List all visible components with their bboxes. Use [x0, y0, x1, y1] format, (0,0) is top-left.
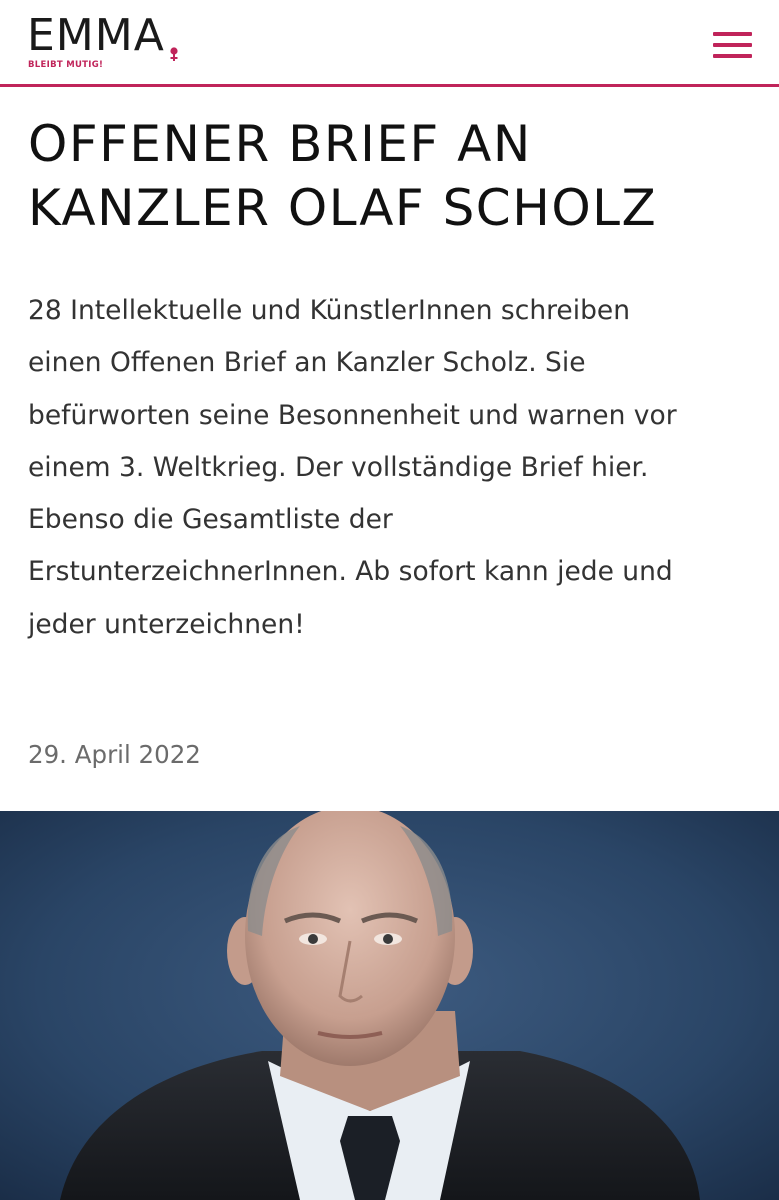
article-title-line: OFFENER BRIEF AN — [28, 115, 532, 173]
teaser-line: einem 3. Weltkrieg. Der vollständige Brief hier. — [28, 451, 649, 483]
article-photo[interactable] — [0, 811, 779, 1200]
emma-logo[interactable] — [27, 10, 165, 70]
logo-tagline: BLEIBT MUTIG! — [28, 60, 104, 70]
venus-symbol-icon — [169, 46, 179, 62]
teaser-line: einen Offenen Brief an Kanzler Scholz. Sie — [28, 347, 586, 379]
hamburger-menu-icon[interactable] — [713, 32, 752, 58]
article-teaser — [28, 285, 758, 651]
article-title — [28, 112, 758, 240]
site-header — [0, 0, 779, 84]
logo-wordmark: EMMA — [27, 10, 165, 61]
article-title-line: KANZLER OLAF SCHOLZ — [28, 179, 658, 237]
teaser-line: jeder unterzeichnen! — [28, 608, 305, 640]
article-date: 29. April 2022 — [28, 740, 201, 769]
portrait-photo — [0, 811, 779, 1200]
teaser-line: ErstunterzeichnerInnen. Ab sofort kann jede und — [28, 556, 673, 588]
teaser-line: 28 Intellektuelle und KünstlerInnen schreiben — [28, 295, 631, 326]
teaser-line: befürworten seine Besonnenheit und warnen vor — [28, 399, 677, 431]
header-divider — [0, 84, 779, 87]
teaser-line: Ebenso die Gesamtliste der — [28, 504, 393, 536]
